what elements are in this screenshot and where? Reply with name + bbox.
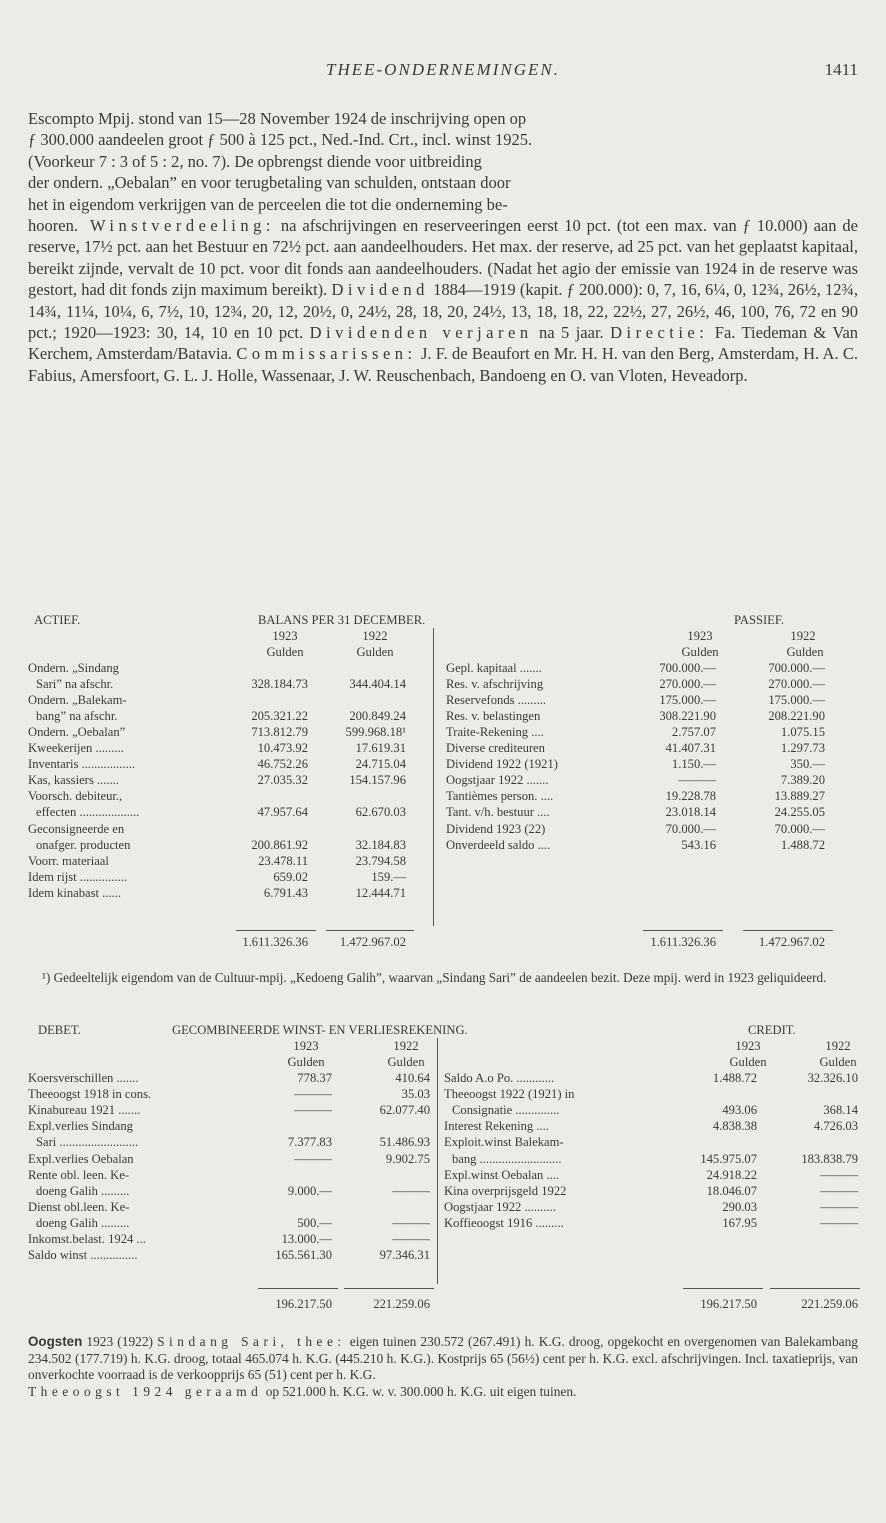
actief-row-value-1922: 200.849.24 bbox=[349, 709, 406, 724]
debet-row-value-1923: ——— bbox=[294, 1103, 332, 1118]
passief-row-value-1922: 13.889.27 bbox=[774, 789, 825, 804]
year-header: 1923 bbox=[293, 1039, 319, 1053]
unit-header: Gulden bbox=[266, 645, 304, 659]
balance-title: BALANS PER 31 DECEMBER. bbox=[258, 613, 426, 627]
total-rule bbox=[770, 1288, 860, 1289]
total-rule bbox=[683, 1288, 763, 1289]
passief-row-value-1923: 175.000.— bbox=[659, 693, 716, 708]
credit-row-label: Exploit.winst Balekam- bbox=[444, 1135, 564, 1150]
passief-row-value-1922: 700.000.— bbox=[768, 661, 825, 675]
passief-row-label: Dividend 1922 (1921) bbox=[446, 757, 558, 772]
passief-row-value-1923: 41.407.31 bbox=[665, 741, 716, 756]
passief-total-1922: 1.472.967.02 bbox=[758, 935, 825, 949]
debet-row-label: Expl.verlies Sindang bbox=[28, 1119, 133, 1134]
passief-row-value-1923: 270.000.— bbox=[659, 677, 716, 692]
passief-row-value-1922: 175.000.— bbox=[768, 693, 825, 708]
actief-row-label: Voorr. materiaal bbox=[28, 853, 109, 868]
dividend-text: 1884—1919 (kapit. ƒ 200.000): 0, 7, 16, 6¼, 0, 12¾, 26½, 12¾, 14¾, 11¼, 10¼, 6, 7½, 10, 12¾, 20, 12, 20½, 0, 24½, 28, 18, 20, 24½, 13, 18, 18, 22, 22½, 27, 26½, 46, 100, 76, 72 en 90 pct.; 1920—1923: 30, 14, 10 en 10 pct. bbox=[28, 280, 858, 343]
credit-row-label: Oogstjaar 1922 .......... bbox=[444, 1199, 556, 1214]
credit-row-value-1923: 1.488.72 bbox=[712, 1071, 757, 1085]
actief-row-value-1923: 46.752.26 bbox=[257, 757, 308, 772]
page-number: 1411 bbox=[824, 60, 858, 79]
credit-row-value-1922: ——— bbox=[820, 1215, 858, 1230]
actief-row-value-1923: 47.957.64 bbox=[257, 805, 308, 820]
debet-row-label: Inkomst.belast. 1924 ... bbox=[28, 1232, 146, 1246]
actief-row-value-1923: 6.791.43 bbox=[263, 885, 308, 900]
unit-header: Gulden bbox=[287, 1055, 325, 1069]
passief-row-value-1922: 270.000.— bbox=[768, 677, 825, 692]
passief-row-label: Res. v. belastingen bbox=[446, 709, 541, 724]
passief-row-label: Dividend 1923 (22) bbox=[446, 821, 546, 836]
unit-header: Gulden bbox=[681, 645, 719, 659]
credit-row-value-1923: 24.918.22 bbox=[706, 1167, 757, 1182]
debet-row-value-1922: 51.486.93 bbox=[379, 1135, 430, 1150]
passief-row-value-1922: 350.— bbox=[790, 757, 825, 772]
intro-line: (Voorkeur 7 : 3 of 5 : 2, no. 7). De opbrengst diende voor uitbreiding bbox=[28, 151, 482, 171]
credit-row-label: Saldo A.o Po. ............ bbox=[444, 1071, 555, 1085]
intro-line: het in eigendom verkrijgen van de perceelen die tot die onderneming be- bbox=[28, 194, 508, 214]
debet-row-value-1923: 7.377.83 bbox=[287, 1135, 332, 1150]
year-header: 1923 bbox=[735, 1039, 761, 1053]
debet-row-value-1923: 9.000.— bbox=[287, 1183, 332, 1198]
credit-row-label: Theeoogst 1922 (1921) in bbox=[444, 1087, 575, 1102]
verjaren-text: na 5 jaar. bbox=[532, 323, 604, 343]
actief-row-value-1923: 23.478.11 bbox=[258, 853, 308, 868]
directie-label: Directie: bbox=[610, 323, 709, 343]
credit-row-value-1923: 290.03 bbox=[722, 1199, 757, 1214]
actief-row-value-1922: 344.404.14 bbox=[349, 677, 406, 692]
passief-row-label: Diverse crediteuren bbox=[446, 741, 545, 756]
debet-row-value-1922: ——— bbox=[392, 1183, 430, 1198]
debet-row-value-1922: 35.03 bbox=[401, 1087, 430, 1102]
passief-row-value-1923: ——— bbox=[678, 773, 716, 788]
intro-line: hooren. bbox=[28, 216, 78, 236]
actief-row-value-1922: 12.444.71 bbox=[355, 885, 406, 900]
actief-row-value-1923: 659.02 bbox=[273, 869, 308, 884]
total-rule bbox=[258, 1288, 338, 1289]
credit-row-value-1922: 183.838.79 bbox=[801, 1151, 858, 1166]
unit-header: Gulden bbox=[729, 1055, 767, 1069]
debet-total-1922: 221.259.06 bbox=[373, 1297, 430, 1311]
actief-row-value-1923: 328.184.73 bbox=[251, 677, 308, 692]
credit-row-value-1923: 4.838.38 bbox=[712, 1119, 757, 1134]
debet-row-label: Rente obl. leen. Ke- bbox=[28, 1167, 130, 1182]
passief-row-value-1923: 2.757.07 bbox=[671, 725, 716, 740]
intro-line: Escompto Mpij. stond van 15—28 November 1924 de inschrijving open op bbox=[28, 109, 527, 128]
passief-row-value-1923: 70.000.— bbox=[665, 821, 716, 836]
unit-header: Gulden bbox=[819, 1055, 857, 1069]
passief-row-value-1922: 1.075.15 bbox=[780, 725, 825, 740]
credit-total-1923: 196.217.50 bbox=[700, 1297, 757, 1311]
total-rule bbox=[643, 930, 723, 931]
passief-row-label: Gepl. kapitaal ....... bbox=[446, 661, 542, 675]
balance-sheet bbox=[28, 612, 858, 972]
credit-row-value-1923: 167.95 bbox=[722, 1215, 757, 1230]
passief-row-value-1923: 19.228.78 bbox=[665, 789, 716, 804]
debet-total-1923: 196.217.50 bbox=[275, 1297, 332, 1311]
winst-text: na afschrijvingen en reserveeringen eerst 10 pct. (tot een max. van ƒ 10.000) aan de reserve, 17½ pct. aan het Bestuur en 72½ pct. aan aandeelhouders. Het max. der reserve, ad 25 pct. van het geplaatst kapitaal, bereikt zijnde, vervalt de 10 pct. voor dit fonds aan aandeelhouders. (Nadat het agio der emissie van 1924 in de reserve was gestort, had dit fonds zijn maximum bereikt). bbox=[28, 216, 858, 300]
total-rule bbox=[743, 930, 833, 931]
oogsten-years: 1923 (1922) bbox=[82, 1334, 158, 1349]
actief-row-label: onafger. producten bbox=[36, 837, 131, 852]
passief-row-value-1922: 1.297.73 bbox=[780, 741, 825, 756]
credit-row-value-1922: 32.326.10 bbox=[807, 1071, 858, 1085]
credit-row-value-1922: 368.14 bbox=[823, 1103, 858, 1118]
debet-row-value-1923: ——— bbox=[294, 1087, 332, 1102]
debet-row-label: Sari ......................... bbox=[36, 1135, 139, 1150]
debet-row-value-1922: ——— bbox=[392, 1232, 430, 1246]
actief-row-label: Inventaris ................. bbox=[28, 757, 136, 772]
debet-row-value-1922: 62.077.40 bbox=[379, 1103, 430, 1118]
actief-row-value-1922: 599.968.18¹ bbox=[345, 725, 406, 740]
passief-row-value-1922: 7.389.20 bbox=[780, 773, 825, 788]
actief-row-label: Geconsigneerde en bbox=[28, 821, 125, 836]
column-divider bbox=[437, 1038, 438, 1284]
credit-row-value-1923: 18.046.07 bbox=[706, 1183, 757, 1198]
year-header: 1923 bbox=[687, 629, 713, 643]
actief-row-value-1922: 17.619.31 bbox=[355, 741, 406, 756]
actief-total-1923: 1.611.326.36 bbox=[242, 935, 308, 949]
oogsten-text: eigen tuinen 230.572 (267.491) h. K.G. droog, opgekocht en overgenomen van Balekambang 234.502 (177.719) h. K.G. droog, totaal 465.074 h. K.G. (445.210 h. K.G.). Kostprijs 65 (56½) cent per h. K.G. excl. afschrijvingen. Incl. taxatieprijs, van onverkochte voorraad is de verkoopprijs 65 (51) cent per h. K.G. bbox=[28, 1334, 858, 1383]
company-description bbox=[28, 108, 858, 386]
credit-row-value-1922: ——— bbox=[820, 1199, 858, 1214]
passief-row-label: Traite-Rekening .... bbox=[446, 725, 544, 740]
profit-loss-account bbox=[28, 1022, 858, 1327]
debet-row-value-1922: 97.346.31 bbox=[379, 1248, 430, 1263]
credit-row-label: Koffieoogst 1916 ......... bbox=[444, 1215, 564, 1230]
passief-total-1923: 1.611.326.36 bbox=[650, 935, 716, 949]
unit-header: Gulden bbox=[356, 645, 394, 659]
actief-row-label: Kweekerijen ......... bbox=[28, 741, 124, 756]
oogsten-label: Oogsten bbox=[28, 1334, 83, 1349]
total-rule bbox=[236, 930, 316, 931]
credit-row-value-1923: 145.975.07 bbox=[700, 1151, 757, 1166]
theeoogst-label: Theeoogst 1924 geraamd bbox=[28, 1383, 263, 1399]
intro-line: der ondern. „Oebalan” en voor terugbetaling van schulden, ontstaan door bbox=[28, 173, 511, 193]
debet-row-value-1922: 410.64 bbox=[395, 1071, 430, 1085]
passief-row-value-1922: 1.488.72 bbox=[780, 837, 825, 852]
commissarissen-label: Commissarissen: bbox=[236, 344, 417, 364]
profit-distribution bbox=[28, 215, 858, 386]
total-rule bbox=[344, 1288, 434, 1289]
passief-row-value-1923: 308.221.90 bbox=[659, 709, 716, 724]
directie-text: Fa. Tiedeman & Van Kerchem, Amsterdam/Batavia. bbox=[28, 323, 859, 364]
winst-label: Winstverdeeling: bbox=[90, 216, 275, 236]
year-header: 1922 bbox=[825, 1039, 851, 1053]
credit-row-label: bang .......................... bbox=[452, 1151, 562, 1166]
actief-row-label: Ondern. „Sindang bbox=[28, 661, 119, 675]
intro-line: ƒ 300.000 aandeelen groot ƒ 500 à 125 pct., Ned.-Ind. Crt., incl. winst 1925. bbox=[28, 130, 533, 150]
actief-row-label: Idem rijst ............... bbox=[28, 869, 127, 884]
debet-row-label: Theeoogst 1918 in cons. bbox=[28, 1087, 152, 1102]
passief-row-value-1923: 23.018.14 bbox=[665, 805, 716, 820]
credit-total-1922: 221.259.06 bbox=[801, 1297, 858, 1311]
unit-header: Gulden bbox=[786, 645, 824, 659]
debet-row-label: Saldo winst ............... bbox=[28, 1248, 138, 1263]
actief-row-value-1922: 154.157.96 bbox=[349, 773, 406, 788]
verjaren-label: Dividenden verjaren bbox=[309, 323, 533, 343]
year-header: 1922 bbox=[393, 1039, 419, 1053]
credit-row-label: Expl.winst Oebalan .... bbox=[444, 1167, 560, 1182]
actief-row-value-1922: 159.— bbox=[371, 869, 406, 884]
actief-row-label: Ondern. „Oebalan” bbox=[28, 725, 126, 740]
year-header: 1922 bbox=[362, 629, 388, 643]
theeoogst-text: op 521.000 h. K.G. w. v. 300.000 h. K.G. uit eigen tuinen. bbox=[262, 1383, 577, 1399]
actief-row-value-1922: 23.794.58 bbox=[355, 853, 406, 868]
debet-row-label: Kinabureau 1921 ....... bbox=[28, 1103, 141, 1118]
footnote: ¹) Gedeeltelijk eigendom van de Cultuur-mpij. „Kedoeng Galih”, waarvan „Sindang Sari” de aandeelen bezit. Deze mpij. werd in 1923 geliquideerd. bbox=[42, 970, 827, 985]
debet-row-value-1923: 165.561.30 bbox=[275, 1248, 332, 1263]
unit-header: Gulden bbox=[387, 1055, 425, 1069]
passief-row-value-1922: 70.000.— bbox=[774, 821, 825, 836]
passief-row-label: Tant. v/h. bestuur .... bbox=[446, 805, 550, 820]
actief-row-value-1923: 205.321.22 bbox=[251, 709, 308, 724]
actief-row-label: bang” na afschr. bbox=[36, 709, 118, 724]
column-divider bbox=[433, 628, 434, 926]
passief-row-value-1923: 700.000.— bbox=[659, 661, 716, 675]
year-header: 1922 bbox=[790, 629, 816, 643]
debet-row-label: Expl.verlies Oebalan bbox=[28, 1151, 134, 1166]
debet-row-label: Koersverschillen ....... bbox=[28, 1071, 139, 1085]
debet-row-label: Dienst obl.leen. Ke- bbox=[28, 1199, 130, 1214]
credit-row-value-1923: 493.06 bbox=[722, 1103, 757, 1118]
debet-row-value-1923: 778.37 bbox=[297, 1071, 332, 1085]
passief-title: PASSIEF. bbox=[734, 613, 784, 627]
passief-row-label: Oogstjaar 1922 ....... bbox=[446, 773, 549, 788]
debet-row-label: doeng Galih ......... bbox=[36, 1183, 130, 1198]
actief-row-value-1923: 713.812.79 bbox=[251, 725, 308, 740]
actief-row-value-1923: 27.035.32 bbox=[257, 773, 308, 788]
passief-row-label: Reservefonds ......... bbox=[446, 693, 547, 708]
actief-title: ACTIEF. bbox=[34, 613, 81, 627]
harvest-section bbox=[28, 1334, 858, 1400]
passief-row-value-1922: 24.255.05 bbox=[774, 805, 825, 820]
sindang-label: Sindang Sari, thee: bbox=[157, 1334, 346, 1349]
debet-row-value-1922: 9.902.75 bbox=[385, 1151, 430, 1166]
passief-row-label: Onverdeeld saldo .... bbox=[446, 837, 551, 852]
total-rule bbox=[326, 930, 414, 931]
year-header: 1923 bbox=[272, 629, 298, 643]
commissarissen-text: J. F. de Beaufort en Mr. H. H. van den Berg, Amsterdam, H. A. C. Fabius, Amersfoort, G. L. J. Holle, Wassenaar, J. W. Reuschenbach, Bandoeng en O. van Vloten, Heveadorp. bbox=[28, 344, 859, 385]
actief-total-1922: 1.472.967.02 bbox=[339, 935, 406, 949]
credit-row-label: Interest Rekening .... bbox=[444, 1119, 549, 1134]
actief-row-label: effecten ................... bbox=[36, 805, 140, 820]
credit-row-label: Consignatie .............. bbox=[452, 1103, 560, 1118]
passief-row-value-1923: 1.150.— bbox=[671, 757, 716, 772]
running-title: THEE-ONDERNEMINGEN. bbox=[326, 60, 560, 79]
actief-row-label: Ondern. „Balekam- bbox=[28, 693, 127, 708]
debet-row-value-1923: 13.000.— bbox=[281, 1232, 332, 1246]
credit-row-value-1922: ——— bbox=[820, 1167, 858, 1182]
passief-row-value-1922: 208.221.90 bbox=[768, 709, 825, 724]
debet-row-value-1923: 500.— bbox=[297, 1215, 332, 1230]
passief-row-value-1923: 543.16 bbox=[681, 837, 716, 852]
credit-title: CREDIT. bbox=[748, 1023, 796, 1037]
passief-row-label: Tantièmes person. .... bbox=[446, 789, 554, 804]
debet-row-value-1922: ——— bbox=[392, 1215, 430, 1230]
actief-row-label: Idem kinabast ...... bbox=[28, 885, 122, 900]
actief-row-value-1923: 10.473.92 bbox=[257, 741, 308, 756]
page-header bbox=[28, 60, 858, 86]
profit-loss-title: GECOMBINEERDE WINST- EN VERLIESREKENING. bbox=[172, 1023, 468, 1037]
actief-row-value-1922: 62.670.03 bbox=[355, 805, 406, 820]
actief-row-label: Sari” na afschr. bbox=[36, 677, 114, 692]
passief-row-label: Res. v. afschrijving bbox=[446, 677, 544, 692]
debet-title: DEBET. bbox=[38, 1023, 81, 1037]
debet-row-label: doeng Galih ......... bbox=[36, 1215, 130, 1230]
credit-row-value-1922: ——— bbox=[820, 1183, 858, 1198]
credit-row-value-1922: 4.726.03 bbox=[813, 1119, 858, 1134]
actief-row-label: Voorsch. debiteur., bbox=[28, 789, 123, 804]
dividend-label: Dividend bbox=[331, 280, 429, 300]
actief-row-value-1922: 24.715.04 bbox=[355, 757, 406, 772]
debet-row-value-1923: ——— bbox=[294, 1151, 332, 1166]
actief-row-value-1923: 200.861.92 bbox=[251, 837, 308, 852]
actief-row-label: Kas, kassiers ....... bbox=[28, 773, 119, 788]
actief-row-value-1922: 32.184.83 bbox=[355, 837, 406, 852]
credit-row-label: Kina overprijsgeld 1922 bbox=[444, 1183, 567, 1198]
